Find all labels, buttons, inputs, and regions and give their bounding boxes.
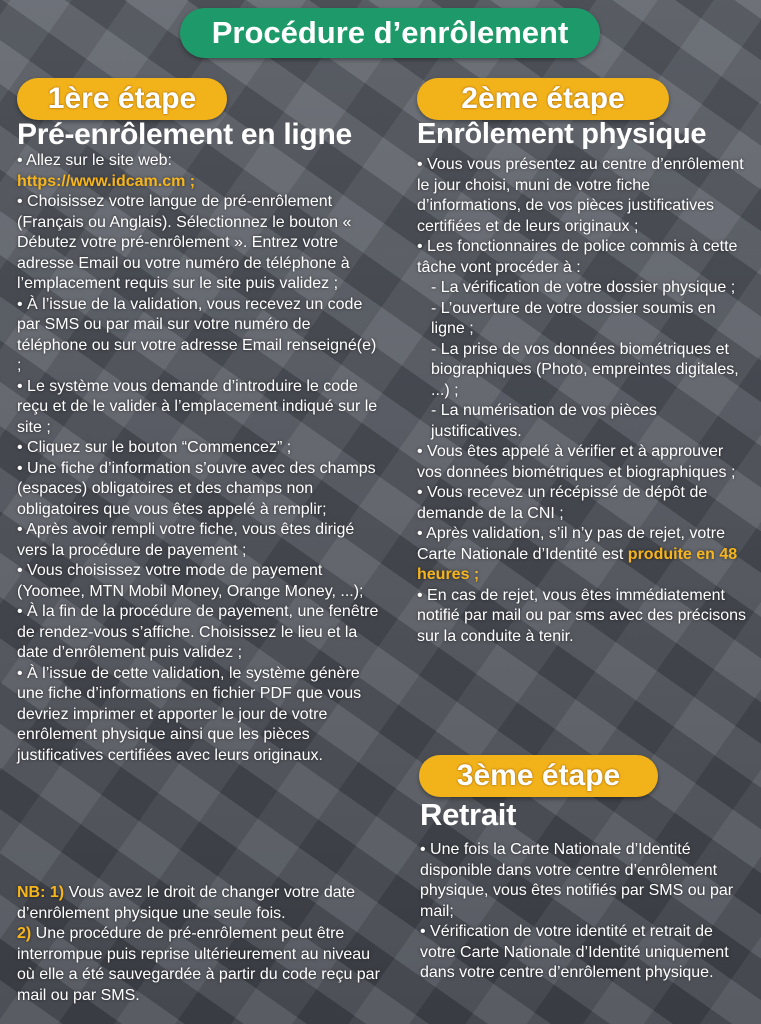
step-3-item: • Une fois la Carte Nationale d’Identité disponible dans votre centre d’enrôlement physique, vous êtes notifiés par SMS ou par mail; xyxy=(420,841,734,920)
step-1-badge xyxy=(17,78,227,120)
step-2-subitem: - La prise de vos données biométriques et biographiques (Photo, empreintes digitales, ...) ; xyxy=(431,340,739,399)
nb-1-text: Vous avez le droit de changer votre date d’enrôlement physique une seule fois. xyxy=(17,884,355,922)
step-2-item: • Vous recevez un récépissé de dépôt de demande de la CNI ; xyxy=(417,484,708,522)
validation-text: • Après validation, s’il n’y pas de rejet, votre Carte Nationale d’Identité est xyxy=(417,525,725,563)
production-delay: produite en 48 heures ; xyxy=(417,545,738,583)
page-title-banner xyxy=(180,8,600,58)
step-1-item: • Après avoir rempli votre fiche, vous êtes dirigé vers la procédure de payement ; xyxy=(17,521,355,559)
nb-2-text: Une procédure de pré-enrôlement peut être interrompue puis reprise ultérieurement au niveau où elle a été sauvegardée à partir du code reçu par mail ou par SMS. xyxy=(17,925,380,1004)
step-2-item: • Vous vous présentez au centre d’enrôlement le jour choisi, muni de votre fiche d’informations, de vos pièces justificatives certifiées et de leurs originaux ; xyxy=(417,156,744,235)
step-1-item: • Allez sur le site web: xyxy=(17,152,172,169)
step-3-body xyxy=(420,840,745,984)
step-1-item: • À l’issue de la validation, vous recevez un code par SMS ou par mail sur votre numéro de téléphone ou sur votre adresse Email renseigné(e) ; xyxy=(17,295,377,374)
nota-bene-1 xyxy=(17,883,392,924)
step-2-badge-label: 2ème étape xyxy=(461,82,625,115)
website-link[interactable]: https://www.idcam.cm ; xyxy=(17,172,196,190)
step-2-subitem: - La numérisation de vos pièces justificatives. xyxy=(431,402,657,440)
step-2-heading: Enrôlement physique xyxy=(417,118,707,150)
step-2-body xyxy=(417,155,747,647)
nb-label: NB: xyxy=(17,884,46,901)
step-2-subitem: - L’ouverture de votre dossier soumis en ligne ; xyxy=(431,299,716,337)
step-1-heading: Pré-enrôlement en ligne xyxy=(17,118,352,151)
nota-bene-2 xyxy=(17,924,392,1006)
step-1-item: • À la fin de la procédure de payement, une fenêtre de rendez-vous s’affiche. Choisissez le lieu et la date d’enrôlement puis validez ; xyxy=(17,603,379,661)
step-1-body xyxy=(17,151,385,766)
nb-2-number: 2) xyxy=(17,925,32,942)
step-2-badge xyxy=(417,78,669,120)
step-2-item: • Vous êtes appelé à vérifier et à approuver vos données biométriques et biographiques ; xyxy=(417,443,736,481)
step-2-subitem: - La vérification de votre dossier physique ; xyxy=(431,279,736,296)
step-1-item: • À l’issue de cette validation, le système génère une fiche d’informations en fichier PDF que vous devriez imprimer et apporter le jour de votre enrôlement physique ainsi que les pièces justificatives certifiées avec leurs originaux. xyxy=(17,664,362,764)
step-3-heading: Retrait xyxy=(420,797,517,832)
step-2-item: • Les fonctionnaires de police commis à cette tâche vont procéder à : xyxy=(417,238,738,276)
step-3-badge-label: 3ème étape xyxy=(456,759,621,792)
step-1-item: • Cliquez sur le bouton “Commencez” ; xyxy=(17,439,292,456)
step-3-item: • Vérification de votre identité et retrait de votre Carte Nationale d’Identité uniquement dans votre centre d’enrôlement physique. xyxy=(420,923,729,981)
step-3-badge xyxy=(419,755,658,797)
step-2-item xyxy=(417,524,747,586)
step-1-badge-label: 1ère étape xyxy=(47,82,197,115)
page-title: Procédure d’enrôlement xyxy=(211,15,569,50)
step-1-item: • Une fiche d’information s’ouvre avec des champs (espaces) obligatoires et des champs non obligatoires que vous êtes appelé à remplir; xyxy=(17,459,376,518)
step-2-item: • En cas de rejet, vous êtes immédiatement notifié par mail ou par sms avec des précisons sur la conduite à tenir. xyxy=(417,586,747,645)
step-1-item: • Choisissez votre langue de pré-enrôlement (Français ou Anglais). Sélectionnez le bouton « Débutez votre pré-enrôlement ». Entrez votre adresse Email ou votre numéro de téléphone à l’emplacement requis sur le site puis validez ; xyxy=(17,193,352,292)
nb-1-number: 1) xyxy=(49,884,65,901)
step-1-item: • Vous choisissez votre mode de payement (Yoomee, MTN Mobil Money, Orange Money, ...); xyxy=(17,562,364,600)
nota-bene xyxy=(17,883,392,1006)
step-1-item: • Le système vous demande d’introduire le code reçu et de le valider à l’emplacement indiqué sur le site ; xyxy=(17,377,378,436)
